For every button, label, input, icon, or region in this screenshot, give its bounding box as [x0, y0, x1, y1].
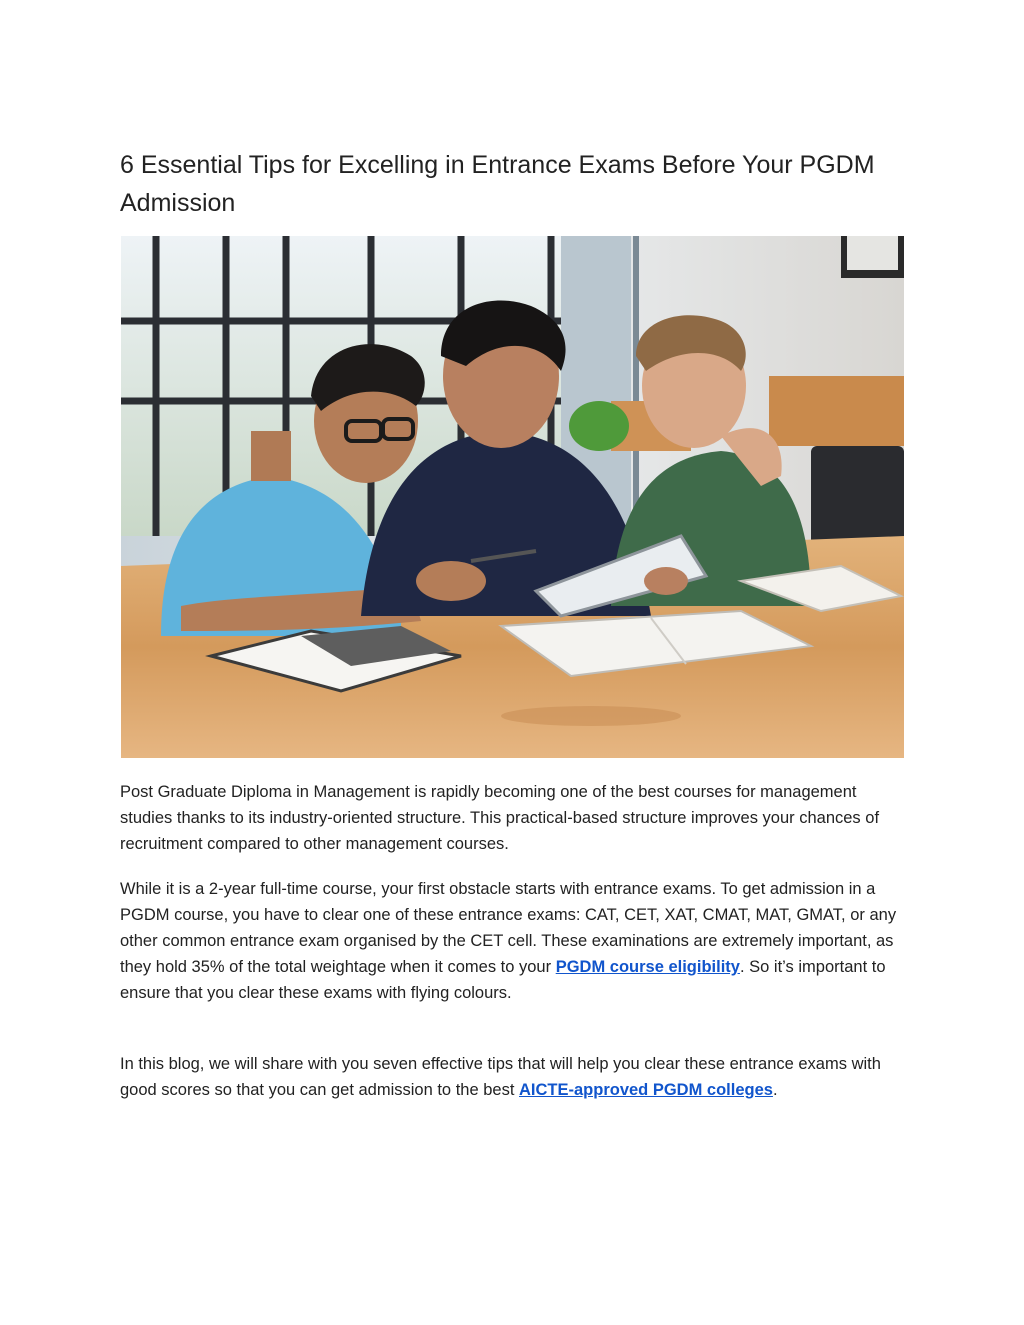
students-studying-photo-icon — [121, 236, 904, 758]
eligibility-text-before: While it is a 2-year full-time course, your first obstacle starts with entrance exams. To get admission in a PGDM course, you have to clear one of these entrance exams: CAT, CET, XAT, CMAT, MAT, GMAT, or any other common entrance exam organised by the CET cell. These examinations are extremely important, as they hold 35% of the total weightage when it comes to your — [120, 880, 897, 976]
blog-intro-paragraph — [120, 1051, 904, 1103]
eligibility-text-after: . So it’s important to ensure that you clear these exams with flying colours. — [120, 958, 886, 1002]
hero-image — [121, 236, 904, 758]
eligibility-paragraph — [120, 876, 904, 1006]
intro-text: Post Graduate Diploma in Management is rapidly becoming one of the best courses for management studies thanks to its industry-oriented structure. This practical-based structure improves your chances of recruitment compared to other management courses. — [120, 783, 880, 853]
page-title: 6 Essential Tips for Excelling in Entrance Exams Before Your PGDM Admission — [120, 151, 875, 217]
blog-intro-text-before: In this blog, we will share with you seven effective tips that will help you clear these entrance exams with good scores so that you can get admission to the best — [120, 1055, 881, 1099]
blog-intro-text-after: . — [772, 1081, 778, 1099]
aicte-approved-colleges-link[interactable]: AICTE-approved PGDM colleges — [519, 1081, 773, 1099]
pgdm-course-eligibility-link[interactable]: PGDM course eligibility — [555, 958, 740, 976]
intro-paragraph — [120, 779, 904, 857]
